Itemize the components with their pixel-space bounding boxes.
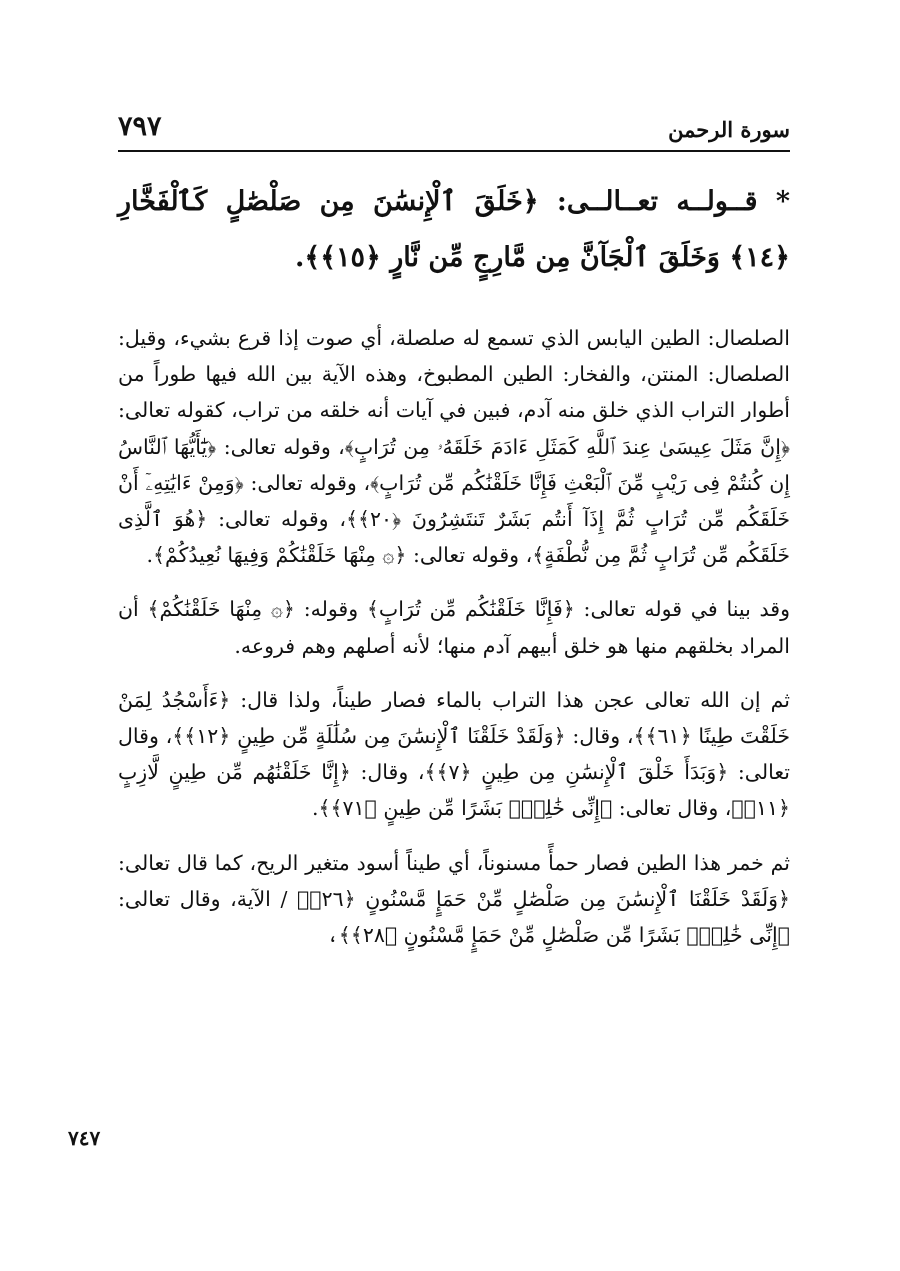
surah-title: سورة الرحمن — [668, 117, 790, 142]
page-header — [118, 108, 790, 152]
page-number: ٧٩٧ — [118, 111, 162, 142]
paragraph-4: ثم خمر هذا الطين فصار حمأً مسنوناً، أي طيناً أسود متغير الريح، كما قال تعالى: ﴿وَلَقَدْ خَلَقْنَا ٱلْإِنسَٰنَ مِن صَلْصَٰلٍ مِّنْ حَمَإٍ مَّسْنُونٍ ﴿٢٦﴾﴾ / الآية، وقال تعالى: ﴿إِنِّى خَٰلِقٌۢ بَشَرًا مِّن صَلْصَٰلٍ مِّنْ حَمَإٍ مَّسْنُونٍ ﴿٢٨﴾﴾، — [118, 850, 790, 948]
paragraph-2: وقد بينا في قوله تعالى: ﴿فَإِنَّا خَلَقْنَٰكُم مِّن تُرَابٍ﴾ وقوله: ﴿۞ مِنْهَا خَلَقْنَٰكُمْ﴾ أن المراد بخلقهم منها هو خلق أبيهم آدم منها؛ لأنه أصلهم وهم فروعه. — [118, 597, 790, 658]
verse-heading: * قــولــه تعــالــى: ﴿خَلَقَ ٱلْإِنسَٰنَ مِن صَلْصَٰلٍ كَٱلْفَخَّارِ ﴿١٤﴾ وَخَلَقَ ٱلْجَآنَّ مِن مَّارِجٍ مِّن نَّارٍ ﴿١٥﴾﴾. — [118, 186, 790, 273]
margin-page-reference: ٧٤٧ — [68, 1126, 101, 1150]
paragraph-1: الصلصال: الطين اليابس الذي تسمع له صلصلة، أي صوت إذا قرع بشيء، وقيل: الصلصال: المنتن، والفخار: الطين المطبوخ، وهذه الآية بين الله فيها طوراً من أطوار التراب الذي خلق منه آدم، فبين في آيات أنه خلقه من تراب، كقوله تعالى: ﴿إِنَّ مَثَلَ عِيسَىٰ عِندَ ٱللَّهِ كَمَثَلِ ءَادَمَ خَلَقَهُۥ مِن تُرَابٍ﴾، وقوله تعالى: ﴿يَٰٓأَيُّهَا ٱلنَّاسُ إِن كُنتُمْ فِى رَيْبٍ مِّنَ ٱلْبَعْثِ فَإِنَّا خَلَقْنَٰكُم مِّن تُرَابٍ﴾، وقوله تعالى: ﴿وَمِنْ ءَايَٰتِهِۦٓ أَنْ خَلَقَكُم مِّن تُرَابٍ ثُمَّ إِذَآ أَنتُم بَشَرٌ تَنتَشِرُونَ ﴿٢٠﴾﴾، وقوله تعالى: ﴿هُوَ ٱلَّذِى خَلَقَكُم مِّن تُرَابٍ ثُمَّ مِن نُّطْفَةٍ﴾، وقوله تعالى: ﴿۞ مِنْهَا خَلَقْنَٰكُمْ وَفِيهَا نُعِيدُكُمْ﴾. — [118, 326, 790, 568]
page-content — [118, 174, 790, 953]
paragraph-3: ثم إن الله تعالى عجن هذا التراب بالماء فصار طيناً، ولذا قال: ﴿ءَأَسْجُدُ لِمَنْ خَلَقْتَ طِينًا ﴿٦١﴾﴾، وقال: ﴿وَلَقَدْ خَلَقْنَا ٱلْإِنسَٰنَ مِن سُلَٰلَةٍ مِّن طِينٍ ﴿١٢﴾﴾، وقال تعالى: ﴿وَبَدَأَ خَلْقَ ٱلْإِنسَٰنِ مِن طِينٍ ﴿٧﴾﴾، وقال: ﴿إِنَّا خَلَقْنَٰهُم مِّن طِينٍ لَّازِبٍ ﴿١١﴾﴾، وقال تعالى: ﴿إِنِّى خَٰلِقٌۢ بَشَرًا مِّن طِينٍ ﴿٧١﴾﴾. — [118, 687, 791, 821]
page-body — [118, 108, 790, 953]
